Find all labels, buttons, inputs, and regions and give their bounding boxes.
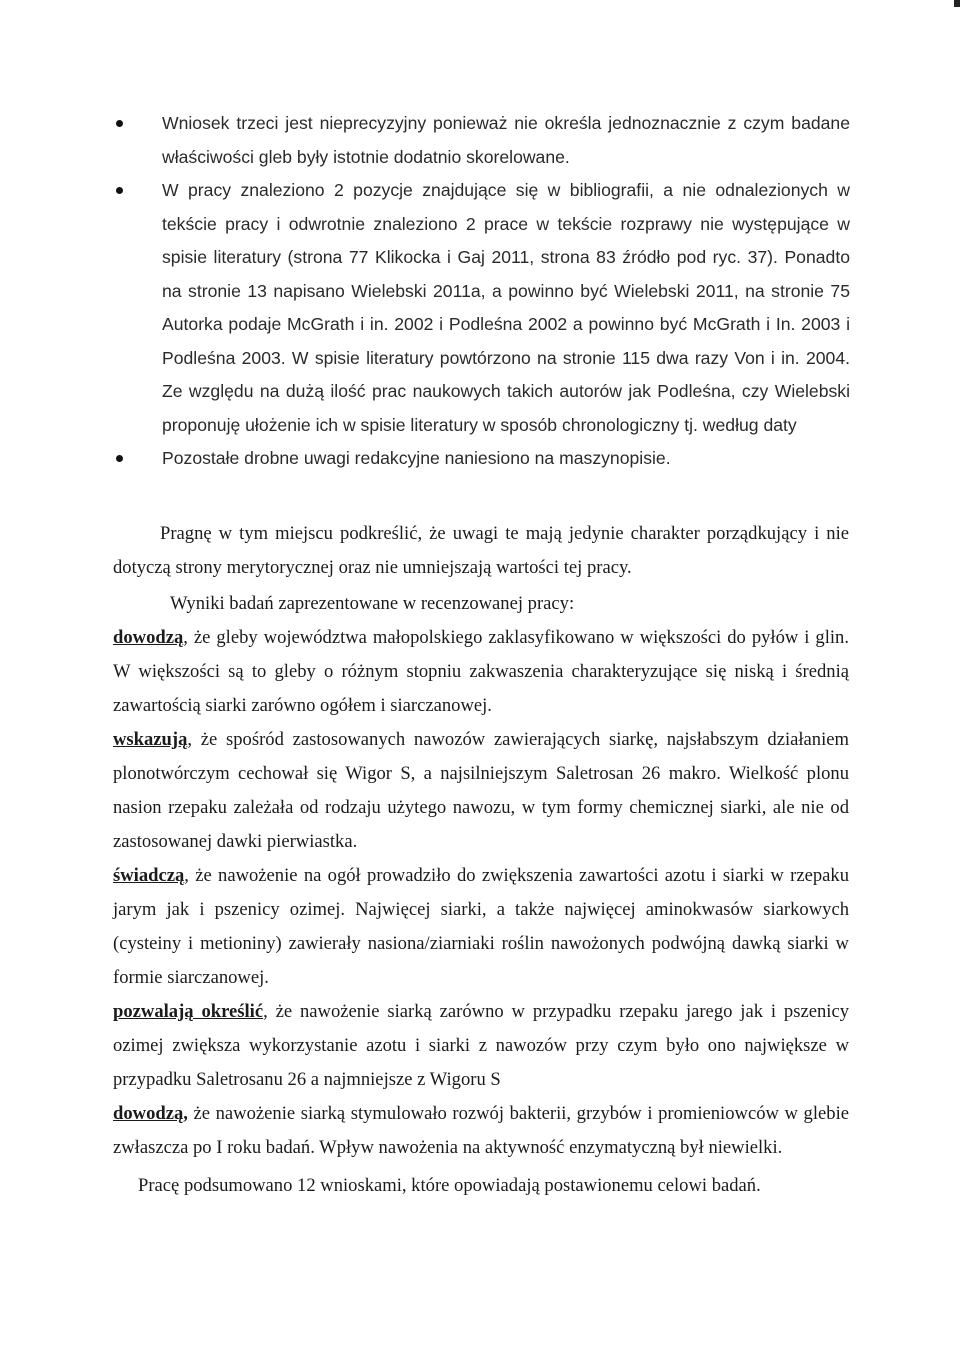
finding-keyword: wskazują [113, 729, 188, 750]
finding-paragraph [113, 1097, 849, 1165]
finding-text: , że gleby województwa małopolskiego zaklasyfikowano w większości do pyłów i glin. W większości są to gleby o różnym stopniu zakwaszenia charakteryzujące się niską i średnią zawartością siarki zarówno ogółem i siarczanowej. [113, 627, 849, 716]
finding-paragraph [113, 995, 849, 1097]
remark-text: Wniosek trzeci jest nieprecyzyjny ponieważ nie określa jednoznacznie z czym badane właściwości gleb były istotnie dodatnio skorelowane. [162, 113, 850, 167]
list-item [110, 174, 850, 442]
finding-keyword: dowodzą [113, 627, 184, 648]
remark-text: W pracy znaleziono 2 pozycje znajdujące się w bibliografii, a nie odnalezionych w tekście pracy i odwrotnie znaleziono 2 prace w tekście rozprawy nie występujące w spisie literatury (strona 77 Klikocka i Gaj 2011, strona 83 źródło pod ryc. 37). Ponadto na stronie 13 napisano Wielebski 2011a, a powinno być Wielebski 2011, na stronie 75 Autorka podaje McGrath i in. 2002 i Podleśna 2002 a powinno być McGrath i In. 2003 i Podleśna 2003. W spisie literatury powtórzono na stronie 115 dwa razy Von i in. 2004. Ze względu na dużą ilość prac naukowych takich autorów jak Podleśna, czy Wielebski proponuję ułożenie ich w spisie literatury w sposób chronologiczny tj. według daty [162, 180, 850, 435]
bullet-dot-icon [116, 120, 123, 127]
finding-paragraph [113, 621, 849, 723]
finding-text: , że spośród zastosowanych nawozów zawierających siarkę, najsłabszym działaniem plonotwórczym cechował się Wigor S, a najsilniejszym Saletrosan 26 makro. Wielkość plonu nasion rzepaku zależała od rodzaju użytego nawozu, w tym formy chemicznej siarki, ale nie od zastosowanej dawki pierwiastka. [113, 729, 849, 852]
intro-paragraph: Pragnę w tym miejscu podkreślić, że uwagi te mają jedynie charakter porządkujący i nie dotyczą strony merytorycznej oraz nie umniejszają wartości tej pracy. [113, 523, 849, 578]
finding-keyword: pozwalają określić [113, 1001, 264, 1022]
scan-corner-mark [954, 0, 960, 7]
finding-paragraph [113, 723, 849, 859]
results-heading: Wyniki badań zaprezentowane w recenzowanej pracy: [170, 593, 575, 614]
summary-paragraph: Pracę podsumowano 12 wnioskami, które opowiadają postawionemu celowi badań. [138, 1175, 761, 1196]
bullet-dot-icon [116, 455, 123, 462]
finding-text: , że nawożenie siarką zarówno w przypadku rzepaku jarego jak i pszenicy ozimej zwiększa wykorzystanie azotu i siarki z nawozów przy czym było ono największe w przypadku Saletrosanu 26 a najmniejsze z Wigoru S [113, 1001, 849, 1090]
bullet-dot-icon [116, 187, 123, 194]
list-item [110, 442, 850, 476]
finding-text: , że nawożenie na ogół prowadziło do zwiększenia zawartości azotu i siarki w rzepaku jarym jak i pszenicy ozimej. Najwięcej siarki, a także najwięcej aminokwasów siarkowych (cysteiny i metioniny) zawierały nasiona/ziarniaki roślin nawożonych podwójną dawką siarki w formie siarczanowej. [113, 865, 849, 988]
review-body [113, 517, 849, 1203]
finding-text: że nawożenie siarką stymulowało rozwój bakterii, grzybów i promieniowców w glebie zwłaszcza po I roku badań. Wpływ nawożenia na aktywność enzymatyczną był niewielki. [113, 1103, 849, 1158]
finding-keyword: dowodzą, [113, 1103, 188, 1124]
finding-paragraph [113, 859, 849, 995]
list-item [110, 107, 850, 174]
remarks-list [110, 107, 850, 476]
remark-text: Pozostałe drobne uwagi redakcyjne naniesiono na maszynopisie. [162, 448, 671, 468]
finding-keyword: świadczą [113, 865, 185, 886]
